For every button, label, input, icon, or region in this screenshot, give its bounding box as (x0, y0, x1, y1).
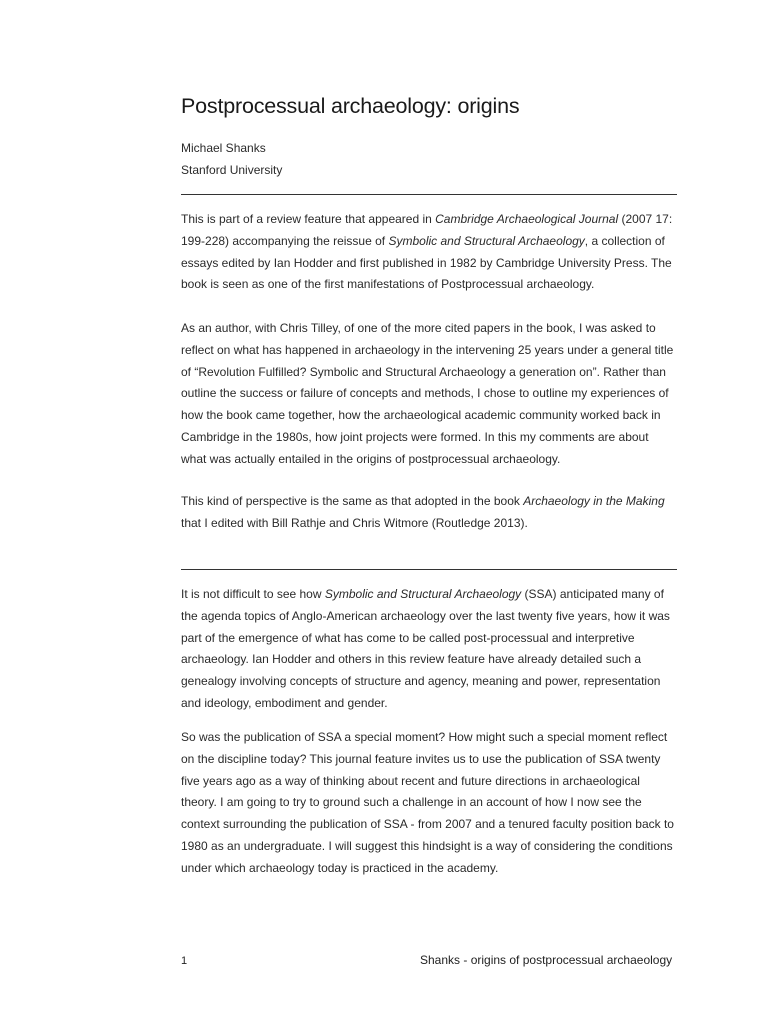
section-divider (181, 569, 677, 570)
book-title: Symbolic and Structural Archaeology (388, 233, 585, 248)
author-name: Michael Shanks (181, 141, 266, 155)
author-affiliation: Stanford University (181, 163, 283, 177)
page-number: 1 (181, 955, 188, 967)
text-run: It is not difficult to see how (181, 587, 325, 601)
header-divider (181, 194, 677, 195)
journal-title: Cambridge Archaeological Journal (435, 212, 619, 226)
text-run: , a collection of essays edited by Ian Hodder and first published in 1982 by Cambridge University Press. The book is seen as one of the first manifestations of Postprocessual archaeology. (181, 233, 672, 292)
text-run: (2007 17: 199-228) accompanying the reissue of (181, 212, 673, 248)
document-title: Postprocessual archaeology: origins (181, 94, 520, 118)
book-title: Symbolic and Structural Archaeology (324, 587, 522, 601)
body-paragraph-1 (181, 584, 677, 715)
running-title: Shanks - origins of postprocessual archaeology (420, 953, 673, 967)
book-title: Archaeology in the Making (523, 494, 665, 508)
text-run: that I edited with Bill Rathje and Chris Witmore (Routledge 2013). (181, 515, 528, 530)
intro-paragraph-3 (181, 491, 677, 535)
text-run: This kind of perspective is the same as that adopted in the book (181, 494, 524, 508)
intro-paragraph-1 (181, 209, 677, 296)
body-paragraph-2: So was the publication of SSA a special moment? How might such a special moment reflect on the discipline today? This journal feature invites us to use the publication of SSA twenty five years ago as a way of thinking about recent and future directions in archaeological theory. I am going to try to ground such a challenge in an account of how I now see the context surrounding the publication of SSA - from 2007 and a tenured faculty position back to 1980 as an undergraduate. I will suggest this hindsight is a way of considering the conditions under which archaeology today is practiced in the academy. (181, 730, 674, 875)
text-run: (SSA) anticipated many of the agenda topics of Anglo-American archaeology over the last twenty five years, how it was part of the emergence of what has come to be called post-processual and interpretive archaeology. Ian Hodder and others in this review feature have already detailed such a genealogy involving concepts of structure and agency, meaning and power, representation and ideology, embodiment and gender. (181, 587, 670, 710)
intro-paragraph-2: As an author, with Chris Tilley, of one of the more cited papers in the book, I was asked to reflect on what has happened in archaeology in the intervening 25 years under a general title of “Revolution Fulfilled? Symbolic and Structural Archaeology a generation on”. Rather than outline the success or failure of concepts and methods, I chose to outline my experiences of how the book came together, how the archaeological academic community worked back in Cambridge in the 1980s, how joint projects were formed. In this my comments are about what was actually entailed in the origins of postprocessual archaeology. (181, 321, 674, 466)
text-run: This is part of a review feature that appeared in (181, 212, 436, 226)
